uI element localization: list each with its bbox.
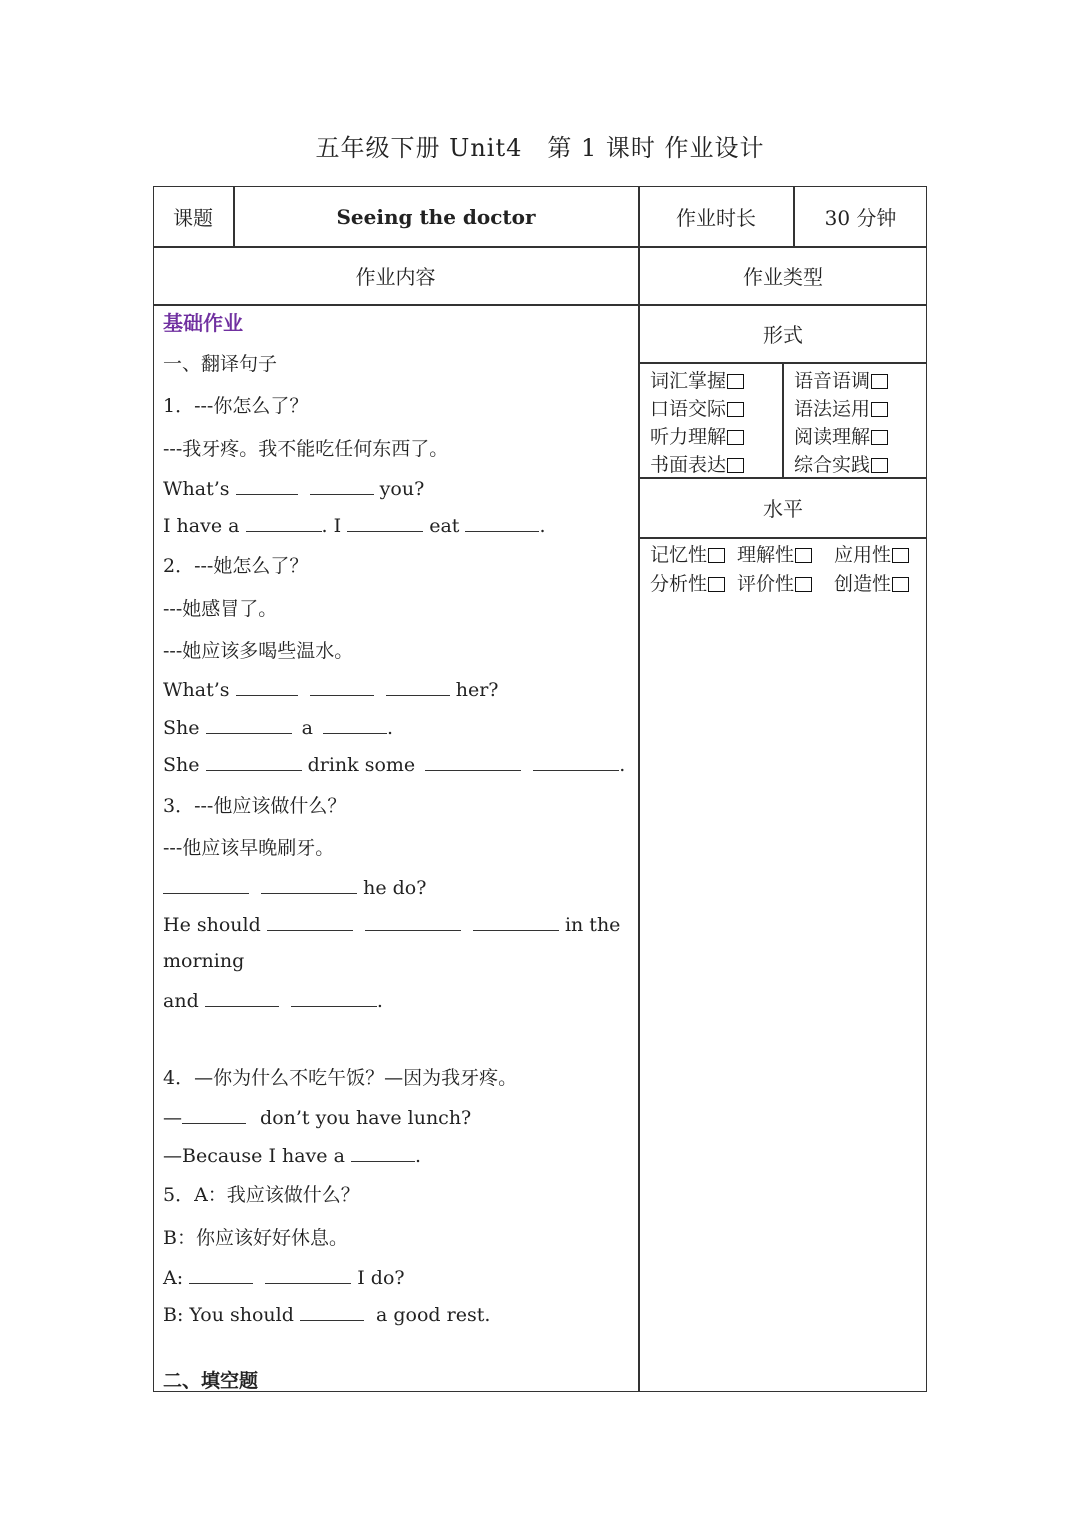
duration-value: 30 分钟 [824,206,897,230]
content-label: 作业内容 [355,265,436,289]
blank-input[interactable] [236,677,298,696]
type-label: 作业类型 [743,265,823,289]
checkbox[interactable] [871,458,888,473]
blank-input[interactable] [206,752,302,771]
question-text: ---她应该多喝些温水。 [163,640,354,662]
blank-input[interactable] [533,752,619,771]
checkbox[interactable] [795,548,812,563]
question-text: ---我牙疼。我不能吃任何东西了。 [163,438,449,460]
option-listening[interactable]: 听力理解 [650,422,744,449]
checkbox[interactable] [795,577,812,592]
blank-input[interactable] [261,875,357,894]
checkbox[interactable] [727,374,744,389]
form-label: 形式 [763,323,803,347]
blank-input[interactable] [473,912,559,931]
checkbox[interactable] [892,548,909,563]
level-memory[interactable]: 记忆性 [650,540,725,567]
blank-input[interactable] [206,715,292,734]
level-analysis[interactable]: 分析性 [650,569,725,596]
answer-line: She a . [163,717,394,739]
blank-input[interactable] [182,1105,246,1124]
option-practice[interactable]: 综合实践 [794,450,888,477]
answer-line: — don’t you have lunch? [163,1107,472,1129]
question-text: 1．---你怎么了？ [163,395,309,417]
blank-input[interactable] [310,476,374,495]
question-text: 2．---她怎么了？ [163,555,309,577]
blank-input[interactable] [323,715,387,734]
checkbox[interactable] [727,458,744,473]
blank-input[interactable] [465,513,539,532]
question-text: 3．---他应该做什么？ [163,795,347,817]
answer-line: and . [163,990,383,1012]
level-evaluation[interactable]: 评价性 [737,569,812,596]
question-text: 5．A：我应该做什么？ [163,1184,360,1206]
blank-input[interactable] [300,1302,364,1321]
blank-input[interactable] [386,677,450,696]
blank-input[interactable] [189,1265,253,1284]
blank-input[interactable] [265,1265,351,1284]
checkbox[interactable] [871,374,888,389]
blank-input[interactable] [236,476,298,495]
divider [638,186,640,1392]
level-understanding[interactable]: 理解性 [737,540,812,567]
blank-input[interactable] [365,912,461,931]
option-oral[interactable]: 口语交际 [650,394,744,421]
topic-value: Seeing the doctor [336,204,536,229]
option-grammar[interactable]: 语法运用 [794,394,888,421]
answer-line: A: I do? [163,1267,405,1289]
blank-input[interactable] [310,677,374,696]
checkbox[interactable] [708,548,725,563]
duration-label: 作业时长 [676,206,756,230]
answer-line: morning [163,950,245,972]
blank-input[interactable] [267,912,353,931]
level-label: 水平 [763,497,803,521]
question-text: 4．—你为什么不吃午饭？—因为我牙疼。 [163,1067,518,1089]
blank-input[interactable] [425,752,521,771]
topic-label: 课题 [173,206,213,230]
part-heading: 一、翻译句子 [163,353,278,375]
answer-line: What’s you? [163,478,425,500]
answer-line: He should in the [163,914,621,936]
blank-input[interactable] [347,513,423,532]
option-vocabulary[interactable]: 词汇掌握 [650,366,744,393]
level-creation[interactable]: 创造性 [834,569,909,596]
checkbox[interactable] [727,402,744,417]
checkbox[interactable] [708,577,725,592]
blank-input[interactable] [205,988,279,1007]
blank-input[interactable] [351,1143,415,1162]
option-writing[interactable]: 书面表达 [650,450,744,477]
section-heading: 基础作业 [163,311,243,335]
checkbox[interactable] [892,577,909,592]
checkbox[interactable] [871,402,888,417]
question-text: B：你应该好好休息。 [163,1227,348,1249]
blank-input[interactable] [163,875,249,894]
part-heading: 二、填空题 [163,1370,259,1392]
divider [782,362,784,478]
answer-line: What’s her? [163,679,499,701]
blank-input[interactable] [291,988,377,1007]
question-text: ---她感冒了。 [163,598,278,620]
checkbox[interactable] [871,430,888,445]
blank-input[interactable] [246,513,322,532]
checkbox[interactable] [727,430,744,445]
page-title: 五年级下册 Unit4 第 1 课时 作业设计 [315,134,765,162]
answer-line: —Because I have a . [163,1145,421,1167]
level-application[interactable]: 应用性 [834,540,909,567]
option-reading[interactable]: 阅读理解 [794,422,888,449]
option-pronunciation[interactable]: 语音语调 [794,366,888,393]
divider [638,537,927,539]
answer-line: I have a . I eat . [163,515,546,537]
question-text: ---他应该早晚刷牙。 [163,837,335,859]
answer-line: B: You should a good rest. [163,1304,491,1326]
answer-line: She drink some . [163,754,626,776]
answer-line: he do? [163,875,426,899]
